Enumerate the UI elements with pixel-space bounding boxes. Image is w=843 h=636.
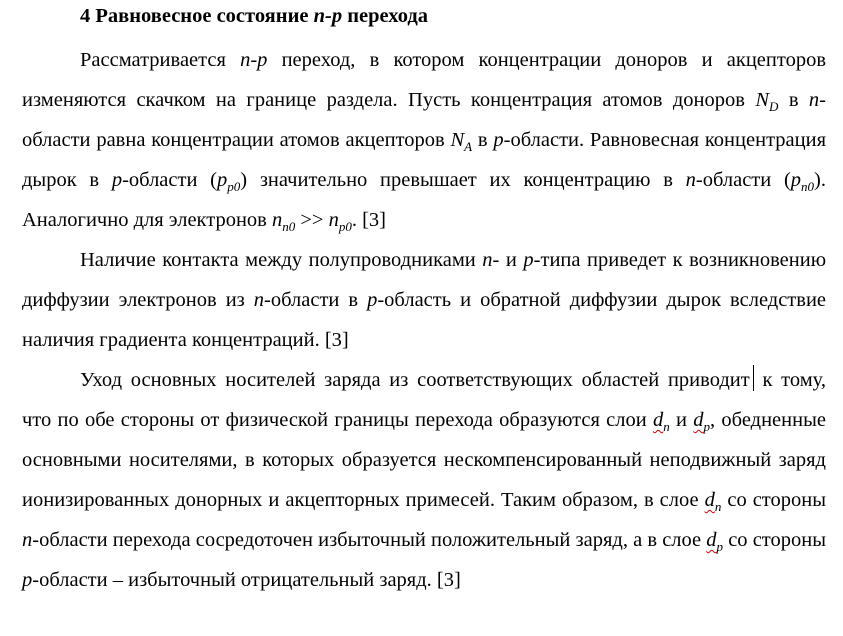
text-run: Рассматривается — [80, 49, 241, 71]
symbol-subscript: p — [716, 539, 724, 555]
text-run: -области в — [264, 289, 368, 311]
heading-number-text: 4 Равновесное состояние — [80, 5, 314, 27]
text-run: -области ( — [122, 169, 217, 191]
text-run: -области перехода сосредоточен избыточный положительный заряд, а в слое — [32, 529, 707, 551]
italic-n: n — [253, 289, 265, 311]
symbol-NA — [450, 129, 473, 155]
symbol-subscript: D — [769, 99, 779, 115]
text-run: ) значительно превышает их концентрацию в — [240, 169, 686, 191]
symbol-subscript: p0 — [338, 219, 352, 235]
text-run: к тому, что по обе стороны от физической границы перехода образуются слои — [22, 369, 826, 431]
text-run: -типа приведет к возникновению диффузии электронов из — [22, 249, 827, 311]
symbol-pp0 — [217, 169, 241, 195]
italic-p: p — [523, 249, 534, 271]
italic-n: n — [685, 169, 696, 191]
symbol-base: d — [706, 529, 717, 551]
text-run: , обедненные основными носителями, в которых образуется нескомпенсированный неподвижный заряд ионизированных донорных и акцепторных примесей. Таким образом, в слое — [22, 409, 826, 511]
symbol-dp — [706, 529, 724, 555]
symbol-subscript: n — [663, 419, 670, 435]
text-run: -области – избыточный отрицательный заряд. [3] — [32, 569, 461, 591]
text-run: ). Аналогично для электронов — [22, 169, 826, 231]
text-run: . [3] — [351, 209, 386, 231]
symbol-dn — [652, 409, 670, 435]
symbol-ND — [755, 89, 779, 115]
symbol-subscript: p — [703, 419, 711, 435]
heading-rest-text: перехода — [342, 5, 428, 27]
heading-np-italic: n-p — [313, 5, 343, 27]
italic-p: p — [111, 169, 123, 191]
paragraph-3 — [22, 360, 826, 600]
symbol-base: p — [217, 169, 228, 191]
symbol-pn0 — [790, 169, 815, 195]
paragraph-2 — [22, 240, 826, 360]
text-run: со стороны — [723, 529, 826, 551]
text-run: Наличие контакта между полупроводниками — [80, 249, 483, 271]
text-run: -области ( — [695, 169, 791, 191]
text-run: -области равна концентрации атомов акцепторов — [22, 89, 826, 151]
italic-n: n — [482, 249, 493, 271]
italic-n: n — [808, 89, 820, 111]
symbol-subscript: n0 — [801, 179, 815, 195]
symbol-subscript: p0 — [227, 179, 241, 195]
italic-np: n-p — [240, 49, 268, 71]
symbol-base: n — [328, 209, 339, 231]
paragraph-1 — [22, 40, 826, 240]
text-run: со стороны — [721, 489, 826, 511]
document-page — [22, 0, 826, 600]
text-run: Уход основных носителей заряда из соответствующих областей приводит — [80, 369, 750, 391]
symbol-base: n — [271, 209, 283, 231]
symbol-base: N — [755, 89, 770, 111]
text-run: переход, в котором концентрации доноров и акцепторов изменяются скачком на границе раздела. Пусть концентрация атомов доноров — [22, 49, 826, 111]
text-run: - и — [492, 249, 524, 271]
symbol-base: d — [652, 409, 664, 431]
text-run: -область и обратной диффузии дырок вследствие наличия градиента концентраций. [3] — [22, 289, 827, 351]
symbol-nn0 — [271, 209, 296, 235]
italic-p: p — [22, 569, 33, 591]
symbol-dn — [704, 489, 722, 515]
text-run: в — [778, 89, 809, 111]
symbol-base: N — [450, 129, 465, 151]
symbol-subscript: n — [714, 499, 722, 515]
text-run: -области. Равновесная концентрация дырок в — [22, 129, 826, 191]
section-heading — [80, 2, 826, 34]
italic-p: p — [493, 129, 504, 151]
symbol-subscript: A — [464, 139, 473, 155]
symbol-base: p — [790, 169, 802, 191]
italic-p: p — [367, 289, 378, 311]
text-run: и — [669, 409, 694, 431]
symbol-dp — [693, 409, 711, 435]
symbol-base: d — [693, 409, 704, 431]
symbol-np0 — [328, 209, 352, 235]
symbol-base: d — [704, 489, 715, 511]
symbol-subscript: n0 — [282, 219, 296, 235]
italic-n: n — [22, 529, 33, 551]
text-run: в — [472, 129, 494, 151]
text-run: >> — [295, 209, 329, 231]
